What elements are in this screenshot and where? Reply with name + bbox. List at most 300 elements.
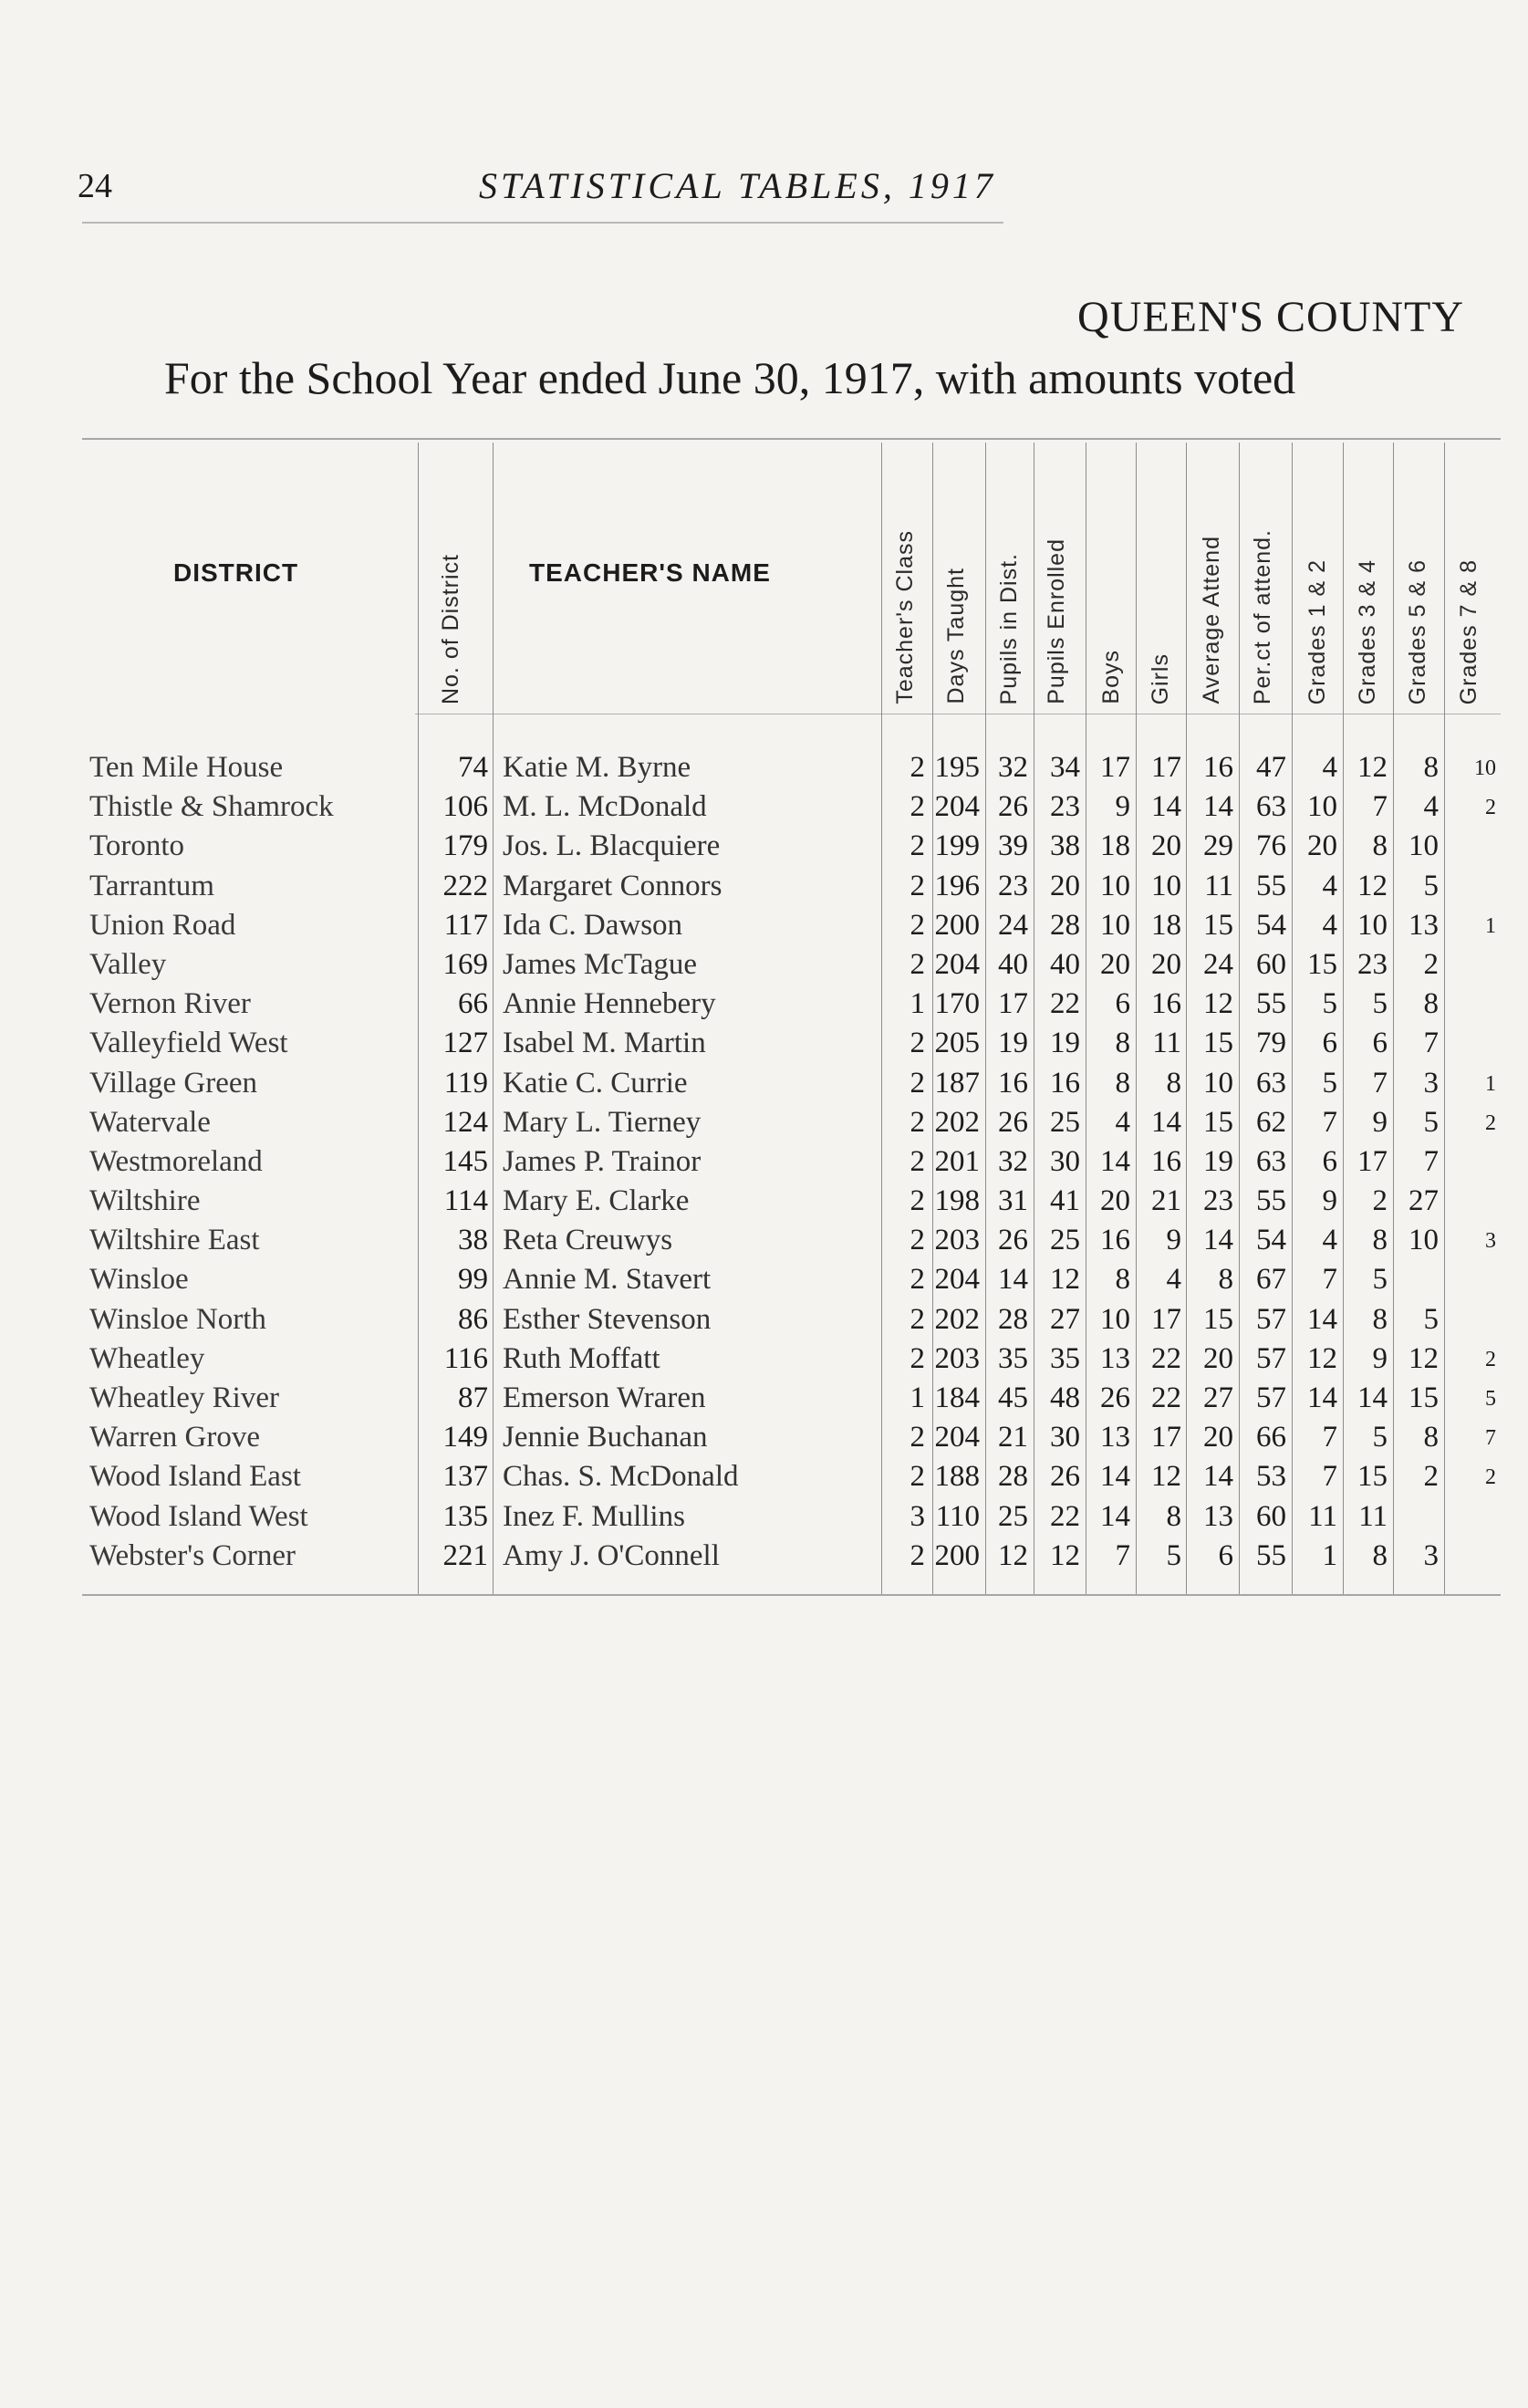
district-number-cell: 149 — [442, 1421, 488, 1454]
district-cell: Wiltshire East — [89, 1224, 260, 1257]
table-row — [0, 1145, 1528, 1184]
dist-cell: 25 — [998, 1499, 1028, 1533]
enr-cell: 28 — [1050, 908, 1080, 942]
page-number: 24 — [78, 167, 112, 205]
header-average-attend — [1190, 449, 1239, 714]
cls-cell: 2 — [910, 1302, 925, 1336]
girls-cell: 14 — [1151, 1105, 1181, 1139]
header-grades-5-6-text: Grades 5 & 6 — [1405, 558, 1430, 704]
cls-cell: 2 — [910, 1144, 925, 1178]
girls-cell: 20 — [1151, 829, 1181, 863]
header-boys — [1089, 449, 1138, 714]
table-row — [0, 1027, 1528, 1066]
g78-cell: 3 — [1485, 1229, 1496, 1254]
table-row — [0, 948, 1528, 987]
teacher-name-cell: Ida C. Dawson — [503, 908, 683, 942]
girls-cell: 16 — [1151, 1144, 1181, 1178]
district-number-cell: 74 — [458, 751, 488, 784]
running-title: STATISTICAL TABLES, 1917 — [479, 165, 996, 206]
district-cell: Warren Grove — [89, 1421, 260, 1454]
teacher-name-cell: M. L. McDonald — [503, 790, 707, 824]
avg-cell: 11 — [1204, 869, 1233, 902]
days-cell: 196 — [934, 869, 980, 902]
girls-cell: 17 — [1151, 1421, 1181, 1454]
girls-cell: 20 — [1151, 947, 1181, 981]
teacher-name-cell: James P. Trainor — [503, 1144, 702, 1178]
cls-cell: 1 — [910, 987, 925, 1021]
pct-cell: 57 — [1256, 1381, 1286, 1414]
g56-cell: 4 — [1423, 790, 1439, 824]
girls-cell: 8 — [1166, 1499, 1181, 1533]
avg-cell: 24 — [1203, 947, 1233, 981]
g34-cell: 15 — [1357, 1460, 1388, 1494]
g34-cell: 12 — [1357, 869, 1388, 902]
girls-cell: 5 — [1166, 1538, 1181, 1572]
pct-cell: 79 — [1256, 1027, 1286, 1060]
g12-cell: 7 — [1322, 1105, 1337, 1139]
boys-cell: 4 — [1115, 1105, 1130, 1139]
pct-cell: 47 — [1256, 751, 1286, 784]
header-grades-3-4 — [1346, 449, 1395, 714]
days-cell: 195 — [934, 751, 980, 784]
enr-cell: 48 — [1050, 1381, 1080, 1414]
district-cell: Thistle & Shamrock — [89, 790, 334, 824]
avg-cell: 14 — [1203, 1224, 1233, 1257]
enr-cell: 35 — [1050, 1341, 1080, 1375]
enr-cell: 12 — [1050, 1538, 1080, 1572]
table-row — [0, 1184, 1528, 1224]
district-cell: Vernon River — [89, 987, 251, 1021]
district-cell: Union Road — [89, 908, 236, 942]
days-cell: 184 — [934, 1381, 980, 1414]
teacher-name-cell: Reta Creuwys — [503, 1224, 673, 1257]
g78-cell: 10 — [1474, 756, 1496, 780]
district-number-cell: 222 — [442, 869, 488, 902]
district-number-cell: 38 — [458, 1224, 488, 1257]
pct-cell: 63 — [1256, 1144, 1286, 1178]
enr-cell: 16 — [1050, 1066, 1080, 1100]
teacher-name-cell: Mary L. Tierney — [503, 1105, 702, 1139]
g34-cell: 2 — [1372, 1184, 1388, 1218]
table-row — [0, 1303, 1528, 1342]
header-pupils-in-dist — [987, 449, 1036, 714]
g12-cell: 5 — [1322, 1066, 1337, 1100]
header-pupils-enrolled — [1034, 449, 1084, 714]
district-cell: Valleyfield West — [89, 1027, 288, 1060]
g56-cell: 5 — [1423, 1302, 1439, 1336]
dist-cell: 32 — [998, 751, 1028, 784]
district-cell: Toronto — [89, 829, 185, 863]
cls-cell: 2 — [910, 1105, 925, 1139]
avg-cell: 27 — [1203, 1381, 1233, 1414]
cls-cell: 2 — [910, 1421, 925, 1454]
avg-cell: 6 — [1218, 1538, 1233, 1572]
g56-cell: 15 — [1408, 1381, 1439, 1414]
g12-cell: 20 — [1307, 829, 1337, 863]
g12-cell: 7 — [1322, 1263, 1337, 1297]
teacher-name-cell: Katie M. Byrne — [503, 751, 691, 784]
header-average-attend-text: Average Attend — [1199, 536, 1224, 704]
enr-cell: 41 — [1050, 1184, 1080, 1218]
boys-cell: 13 — [1100, 1421, 1130, 1454]
dist-cell: 16 — [998, 1066, 1028, 1100]
header-perct-attend-text: Per.ct of attend. — [1250, 528, 1275, 704]
days-cell: 200 — [934, 1538, 980, 1572]
g12-cell: 4 — [1322, 751, 1337, 784]
days-cell: 198 — [934, 1184, 980, 1218]
header-grades-1-2-text: Grades 1 & 2 — [1305, 558, 1330, 704]
g78-cell: 2 — [1485, 1110, 1496, 1135]
table-row — [0, 829, 1528, 869]
enr-cell: 30 — [1050, 1144, 1080, 1178]
g34-cell: 6 — [1372, 1027, 1388, 1060]
avg-cell: 8 — [1218, 1263, 1233, 1297]
g56-cell: 13 — [1408, 908, 1439, 942]
header-grades-3-4-text: Grades 3 & 4 — [1355, 558, 1380, 704]
girls-cell: 17 — [1151, 1302, 1181, 1336]
g12-cell: 9 — [1322, 1184, 1337, 1218]
teacher-name-cell: James McTague — [503, 947, 698, 981]
district-cell: Wiltshire — [89, 1184, 201, 1218]
g34-cell: 8 — [1372, 1302, 1388, 1336]
g34-cell: 7 — [1372, 1066, 1388, 1100]
cls-cell: 2 — [910, 1538, 925, 1572]
district-cell: Valley — [89, 947, 167, 981]
enr-cell: 40 — [1050, 947, 1080, 981]
days-cell: 204 — [934, 1263, 980, 1297]
girls-cell: 16 — [1151, 987, 1181, 1021]
pct-cell: 55 — [1256, 869, 1286, 902]
header-no-of-district-text: No. of District — [438, 553, 463, 704]
header-teacher-name: TEACHER'S NAME — [529, 558, 771, 587]
district-number-cell: 66 — [458, 987, 488, 1021]
district-number-cell: 87 — [458, 1381, 488, 1414]
teacher-name-cell: Esther Stevenson — [503, 1302, 712, 1336]
district-cell: Wheatley — [89, 1341, 205, 1375]
g34-cell: 5 — [1372, 1421, 1388, 1454]
header-girls — [1138, 449, 1188, 714]
dist-cell: 24 — [998, 908, 1028, 942]
header-grades-5-6 — [1396, 449, 1445, 714]
days-cell: 188 — [934, 1460, 980, 1494]
enr-cell: 12 — [1050, 1263, 1080, 1297]
g56-cell: 3 — [1423, 1066, 1439, 1100]
header-rule — [82, 222, 1003, 224]
days-cell: 199 — [934, 829, 980, 863]
g12-cell: 12 — [1307, 1341, 1337, 1375]
girls-cell: 18 — [1151, 908, 1181, 942]
g56-cell: 7 — [1423, 1144, 1439, 1178]
days-cell: 201 — [934, 1144, 980, 1178]
district-number-cell: 124 — [442, 1105, 488, 1139]
enr-cell: 27 — [1050, 1302, 1080, 1336]
header-perct-attend — [1241, 449, 1290, 714]
boys-cell: 8 — [1115, 1066, 1130, 1100]
table-row — [0, 1500, 1528, 1539]
girls-cell: 9 — [1166, 1224, 1181, 1257]
g78-cell: 1 — [1485, 913, 1496, 938]
district-number-cell: 169 — [442, 947, 488, 981]
girls-cell: 14 — [1151, 790, 1181, 824]
boys-cell: 20 — [1100, 1184, 1130, 1218]
g34-cell: 9 — [1372, 1105, 1388, 1139]
teacher-name-cell: Annie Hennebery — [503, 987, 716, 1021]
g12-cell: 7 — [1322, 1460, 1337, 1494]
dist-cell: 23 — [998, 869, 1028, 902]
g12-cell: 6 — [1322, 1144, 1337, 1178]
pct-cell: 67 — [1256, 1263, 1286, 1297]
g12-cell: 6 — [1322, 1027, 1337, 1060]
teacher-name-cell: Jennie Buchanan — [503, 1421, 708, 1454]
boys-cell: 13 — [1100, 1341, 1130, 1375]
g78-cell: 2 — [1485, 1347, 1496, 1371]
dist-cell: 32 — [998, 1144, 1028, 1178]
header-district: DISTRICT — [173, 558, 299, 587]
teacher-name-cell: Annie M. Stavert — [503, 1263, 712, 1297]
boys-cell: 10 — [1100, 908, 1130, 942]
days-cell: 187 — [934, 1066, 980, 1100]
dist-cell: 21 — [998, 1421, 1028, 1454]
enr-cell: 22 — [1050, 987, 1080, 1021]
g34-cell: 8 — [1372, 1538, 1388, 1572]
g56-cell: 8 — [1423, 987, 1439, 1021]
g12-cell: 15 — [1307, 947, 1337, 981]
teacher-name-cell: Emerson Wraren — [503, 1381, 706, 1414]
avg-cell: 20 — [1203, 1421, 1233, 1454]
district-number-cell: 114 — [443, 1184, 488, 1218]
table-row — [0, 909, 1528, 948]
table-row — [0, 751, 1528, 790]
teacher-name-cell: Jos. L. Blacquiere — [503, 829, 721, 863]
days-cell: 202 — [934, 1105, 980, 1139]
dist-cell: 12 — [998, 1538, 1028, 1572]
enr-cell: 25 — [1050, 1224, 1080, 1257]
table-row — [0, 987, 1528, 1027]
g34-cell: 23 — [1357, 947, 1388, 981]
pct-cell: 55 — [1256, 1184, 1286, 1218]
avg-cell: 12 — [1203, 987, 1233, 1021]
table-row — [0, 790, 1528, 829]
avg-cell: 20 — [1203, 1341, 1233, 1375]
boys-cell: 10 — [1100, 869, 1130, 902]
g12-cell: 4 — [1322, 1224, 1337, 1257]
table-subtitle: For the School Year ended June 30, 1917, with amounts voted — [164, 352, 1296, 403]
district-number-cell: 119 — [443, 1066, 488, 1100]
district-number-cell: 106 — [442, 790, 488, 824]
g78-cell: 2 — [1485, 1465, 1496, 1490]
dist-cell: 31 — [998, 1184, 1028, 1218]
header-days-taught — [934, 449, 983, 714]
days-cell: 204 — [934, 790, 980, 824]
girls-cell: 21 — [1151, 1184, 1181, 1218]
girls-cell: 17 — [1151, 751, 1181, 784]
district-cell: Westmoreland — [89, 1144, 263, 1178]
g34-cell: 10 — [1357, 908, 1388, 942]
girls-cell: 12 — [1151, 1460, 1181, 1494]
girls-cell: 10 — [1151, 869, 1181, 902]
g78-cell: 1 — [1485, 1071, 1496, 1096]
header-girls-text: Girls — [1148, 652, 1173, 704]
g78-cell: 5 — [1485, 1387, 1496, 1411]
district-number-cell: 99 — [458, 1263, 488, 1297]
g56-cell: 8 — [1423, 1421, 1439, 1454]
pct-cell: 60 — [1256, 947, 1286, 981]
pct-cell: 54 — [1256, 908, 1286, 942]
teacher-name-cell: Isabel M. Martin — [503, 1027, 706, 1060]
dist-cell: 17 — [998, 987, 1028, 1021]
boys-cell: 14 — [1100, 1144, 1130, 1178]
g34-cell: 14 — [1357, 1381, 1388, 1414]
pct-cell: 66 — [1256, 1421, 1286, 1454]
district-number-cell: 221 — [442, 1538, 488, 1572]
boys-cell: 9 — [1115, 790, 1130, 824]
g56-cell: 5 — [1423, 1105, 1439, 1139]
table-row — [0, 870, 1528, 909]
avg-cell: 10 — [1203, 1066, 1233, 1100]
table-row — [0, 1263, 1528, 1302]
district-number-cell: 145 — [442, 1144, 488, 1178]
g34-cell: 8 — [1372, 1224, 1388, 1257]
avg-cell: 14 — [1203, 1460, 1233, 1494]
boys-cell: 7 — [1115, 1538, 1130, 1572]
pct-cell: 63 — [1256, 1066, 1286, 1100]
g56-cell: 2 — [1423, 947, 1439, 981]
boys-cell: 18 — [1100, 829, 1130, 863]
g56-cell: 12 — [1408, 1341, 1439, 1375]
days-cell: 204 — [934, 1421, 980, 1454]
g12-cell: 14 — [1307, 1302, 1337, 1336]
boys-cell: 8 — [1115, 1263, 1130, 1297]
district-number-cell: 116 — [443, 1341, 488, 1375]
days-cell: 202 — [934, 1302, 980, 1336]
dist-cell: 14 — [998, 1263, 1028, 1297]
district-cell: Ten Mile House — [89, 751, 284, 784]
cls-cell: 2 — [910, 1027, 925, 1060]
cls-cell: 2 — [910, 1341, 925, 1375]
g34-cell: 11 — [1358, 1499, 1388, 1533]
table-bottom-rule — [82, 1594, 1501, 1596]
pct-cell: 60 — [1256, 1499, 1286, 1533]
cls-cell: 2 — [910, 751, 925, 784]
g56-cell: 27 — [1408, 1184, 1439, 1218]
pct-cell: 53 — [1256, 1460, 1286, 1494]
table-row — [0, 1224, 1528, 1263]
header-boys-text: Boys — [1098, 650, 1124, 704]
avg-cell: 29 — [1203, 829, 1233, 863]
boys-cell: 26 — [1100, 1381, 1130, 1414]
enr-cell: 30 — [1050, 1421, 1080, 1454]
teacher-name-cell: Amy J. O'Connell — [503, 1538, 720, 1572]
district-cell: Wood Island West — [89, 1499, 308, 1533]
pct-cell: 55 — [1256, 1538, 1286, 1572]
g78-cell: 2 — [1485, 796, 1496, 820]
cls-cell: 2 — [910, 869, 925, 902]
district-cell: Winsloe — [89, 1263, 189, 1297]
dist-cell: 45 — [998, 1381, 1028, 1414]
girls-cell: 22 — [1151, 1381, 1181, 1414]
enr-cell: 20 — [1050, 869, 1080, 902]
district-cell: Wood Island East — [89, 1460, 301, 1494]
boys-cell: 14 — [1100, 1460, 1130, 1494]
district-cell: Tarrantum — [89, 869, 214, 902]
boys-cell: 20 — [1100, 947, 1130, 981]
district-number-cell: 127 — [442, 1027, 488, 1060]
days-cell: 170 — [934, 987, 980, 1021]
girls-cell: 22 — [1151, 1341, 1181, 1375]
days-cell: 203 — [934, 1341, 980, 1375]
header-teacher-class — [883, 449, 932, 714]
dist-cell: 26 — [998, 1224, 1028, 1257]
header-pupils-in-dist-text: Pupils in Dist. — [996, 552, 1022, 704]
enr-cell: 23 — [1050, 790, 1080, 824]
days-cell: 110 — [935, 1499, 980, 1533]
teacher-name-cell: Katie C. Currie — [503, 1066, 688, 1100]
teacher-name-cell: Ruth Moffatt — [503, 1341, 660, 1375]
cls-cell: 2 — [910, 790, 925, 824]
g12-cell: 4 — [1322, 869, 1337, 902]
table-body — [0, 751, 1528, 1579]
enr-cell: 25 — [1050, 1105, 1080, 1139]
avg-cell: 15 — [1203, 1302, 1233, 1336]
avg-cell: 19 — [1203, 1144, 1233, 1178]
district-number-cell: 86 — [458, 1302, 488, 1336]
pct-cell: 57 — [1256, 1302, 1286, 1336]
g34-cell: 17 — [1357, 1144, 1388, 1178]
pct-cell: 55 — [1256, 987, 1286, 1021]
avg-cell: 14 — [1203, 790, 1233, 824]
g56-cell: 10 — [1408, 829, 1439, 863]
g34-cell: 8 — [1372, 829, 1388, 863]
table-row — [0, 1106, 1528, 1145]
header-grades-7-8-text: Grades 7 & 8 — [1456, 558, 1481, 704]
table-row — [0, 1342, 1528, 1381]
dist-cell: 26 — [998, 1105, 1028, 1139]
girls-cell: 11 — [1152, 1027, 1181, 1060]
district-cell: Watervale — [89, 1105, 211, 1139]
boys-cell: 10 — [1100, 1302, 1130, 1336]
pct-cell: 54 — [1256, 1224, 1286, 1257]
teacher-name-cell: Margaret Connors — [503, 869, 722, 902]
boys-cell: 6 — [1115, 987, 1130, 1021]
district-number-cell: 137 — [442, 1460, 488, 1494]
county-title: QUEEN'S COUNTY — [1077, 293, 1464, 341]
g78-cell: 7 — [1485, 1426, 1496, 1451]
days-cell: 200 — [934, 908, 980, 942]
days-cell: 205 — [934, 1027, 980, 1060]
days-cell: 203 — [934, 1224, 980, 1257]
dist-cell: 28 — [998, 1302, 1028, 1336]
g12-cell: 5 — [1322, 987, 1337, 1021]
days-cell: 204 — [934, 947, 980, 981]
g12-cell: 7 — [1322, 1421, 1337, 1454]
teacher-name-cell: Mary E. Clarke — [503, 1184, 690, 1218]
g56-cell: 10 — [1408, 1224, 1439, 1257]
g12-cell: 10 — [1307, 790, 1337, 824]
district-cell: Winsloe North — [89, 1302, 266, 1336]
dist-cell: 40 — [998, 947, 1028, 981]
g34-cell: 5 — [1372, 1263, 1388, 1297]
avg-cell: 15 — [1203, 1105, 1233, 1139]
header-days-taught-text: Days Taught — [943, 568, 969, 704]
cls-cell: 2 — [910, 947, 925, 981]
g56-cell: 8 — [1423, 751, 1439, 784]
g12-cell: 11 — [1308, 1499, 1337, 1533]
boys-cell: 14 — [1100, 1499, 1130, 1533]
district-number-cell: 117 — [443, 908, 488, 942]
table-row — [0, 1421, 1528, 1460]
table-row — [0, 1539, 1528, 1579]
district-number-cell: 135 — [442, 1499, 488, 1533]
